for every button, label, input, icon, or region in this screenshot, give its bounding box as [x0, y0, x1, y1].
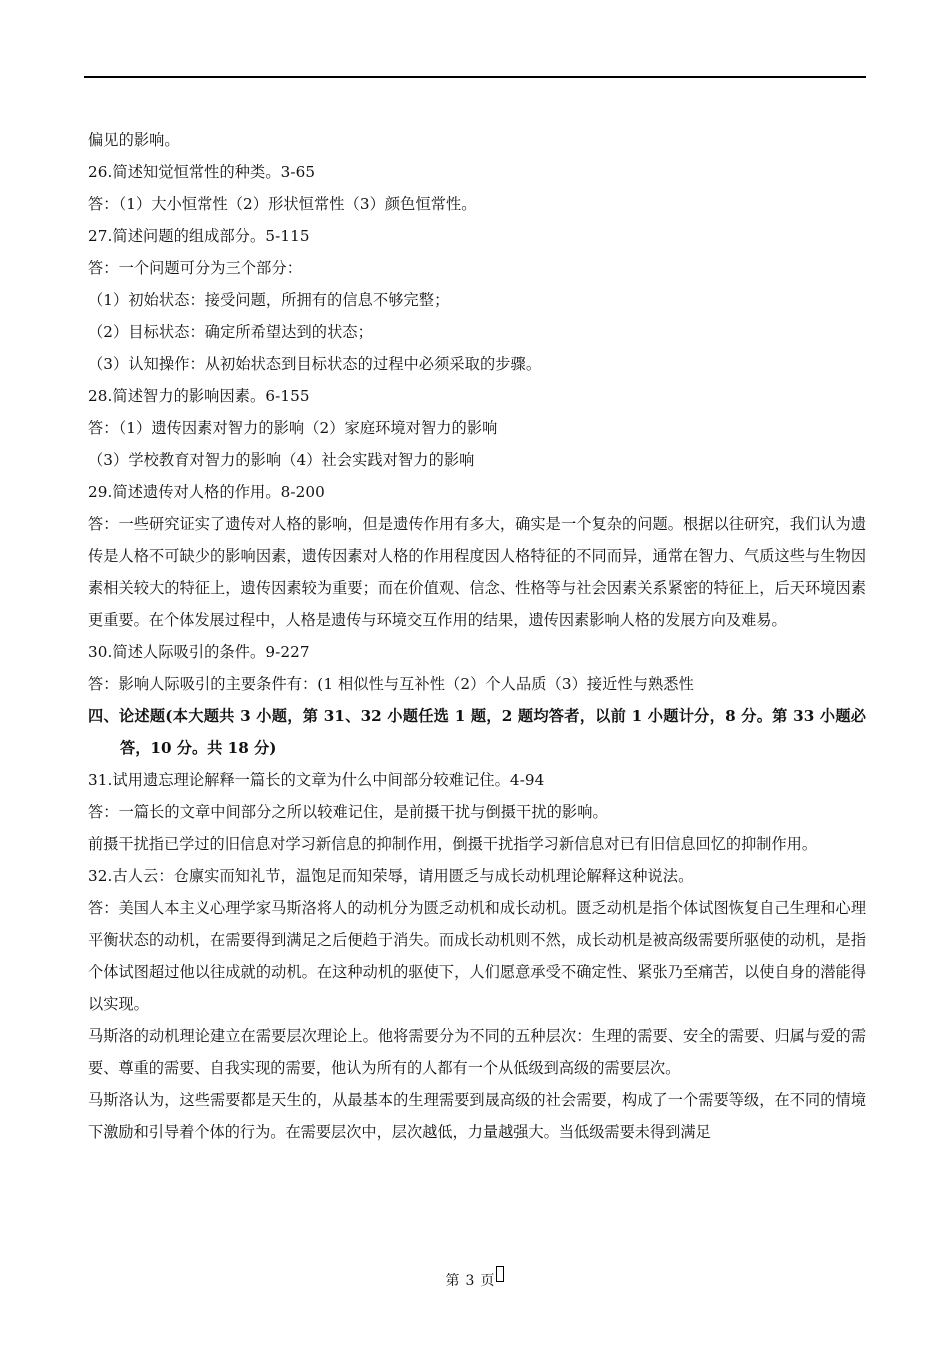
answer-32-cont-2: 马斯洛认为，这些需要都是天生的，从最基本的生理需要到晟高级的社会需要，构成了一个需要等级，在不同的情境下激励和引导着个体的行为。在需要层次中，层次越低，力量越强大。当低级需要未得到满足 — [88, 1091, 866, 1141]
question-31: 31.试用遗忘理论解释一篇长的文章为什么中间部分较难记住。4-94 — [88, 771, 545, 789]
answer-32: 答：美国人本主义心理学家马斯洛将人的动机分为匮乏动机和成长动机。匮乏动机是指个体试图恢复自己生理和心理平衡状态的动机，在需要得到满足之后便趋于消失。而成长动机则不然，成长动机是被高级需要所驱使的动机，是指个体试图超过他以往成就的动机。在这种动机的驱使下，人们愿意承受不确定性、紧张乃至痛苦，以使自身的潜能得以实现。 — [88, 899, 866, 1013]
answer-32-cont-1: 马斯洛的动机理论建立在需要层次理论上。他将需要分为不同的五种层次：生理的需要、安全的需要、归属与爱的需要、尊重的需要、自我实现的需要，他认为所有的人都有一个从低级到高级的需要层次。 — [88, 1027, 866, 1077]
page-number: 3 — [465, 1273, 475, 1289]
question-30: 30.简述人际吸引的条件。9-227 — [88, 643, 310, 661]
answer-27-item-2: （2）目标状态：确定所希望达到的状态； — [88, 323, 373, 341]
answer-31-cont: 前摄干扰指已学过的旧信息对学习新信息的抑制作用，倒摄干扰指学习新信息对已有旧信息回忆的抑制作用。 — [88, 835, 817, 853]
footer-prefix: 第 — [445, 1273, 460, 1289]
footer-suffix: 页 — [480, 1273, 495, 1289]
document-body — [88, 124, 866, 1148]
question-29: 29.简述遗传对人格的作用。8-200 — [88, 483, 325, 501]
placeholder-box-icon — [496, 1266, 504, 1282]
answer-27-item-3: （3）认知操作：从初始状态到目标状态的过程中必须采取的步骤。 — [88, 355, 542, 373]
question-28: 28.简述智力的影响因素。6-155 — [88, 387, 310, 405]
question-32: 32.古人云：仓廪实而知礼节，温饱足而知荣辱，请用匮乏与成长动机理论解释这种说法。 — [88, 867, 694, 885]
answer-31: 答：一篇长的文章中间部分之所以较难记住，是前摄干扰与倒摄干扰的影响。 — [88, 803, 608, 821]
header-rule — [84, 76, 866, 78]
text-line: 偏见的影响。 — [88, 131, 180, 149]
answer-27-item-1: （1）初始状态：接受问题，所拥有的信息不够完整； — [88, 291, 450, 309]
question-26: 26.简述知觉恒常性的种类。3-65 — [88, 163, 316, 181]
page-footer — [0, 1266, 950, 1290]
section-heading-essay: 四、论述题(本大题共 3 小题，第 31、32 小题任选 1 题，2 题均答者，以前 1 小题计分，8 分。第 33 小题必答，10 分。共 18 分) — [88, 707, 866, 757]
answer-28: 答：（1）遗传因素对智力的影响（2）家庭环境对智力的影响 — [88, 419, 498, 437]
answer-28-cont: （3）学校教育对智力的影响（4）社会实践对智力的影响 — [88, 451, 475, 469]
question-27: 27.简述问题的组成部分。5-115 — [88, 227, 310, 245]
answer-29: 答：一些研究证实了遗传对人格的影响，但是遗传作用有多大，确实是一个复杂的问题。根据以往研究，我们认为遗传是人格不可缺少的影响因素，遗传因素对人格的作用程度因人格特征的不同而异，通常在智力、气质这些与生物因素相关较大的特征上，遗传因素较为重要；而在价值观、信念、性格等与社会因素关系紧密的特征上，后天环境因素更重要。在个体发展过程中，人格是遗传与环境交互作用的结果，遗传因素影响人格的发展方向及难易。 — [88, 515, 866, 629]
answer-27: 答：一个问题可分为三个部分： — [88, 259, 303, 277]
answer-26: 答：（1）大小恒常性（2）形状恒常性（3）颜色恒常性。 — [88, 195, 477, 213]
answer-30: 答：影响人际吸引的主要条件有：(1 相似性与互补性（2）个人品质（3）接近性与熟悉性 — [88, 675, 694, 693]
